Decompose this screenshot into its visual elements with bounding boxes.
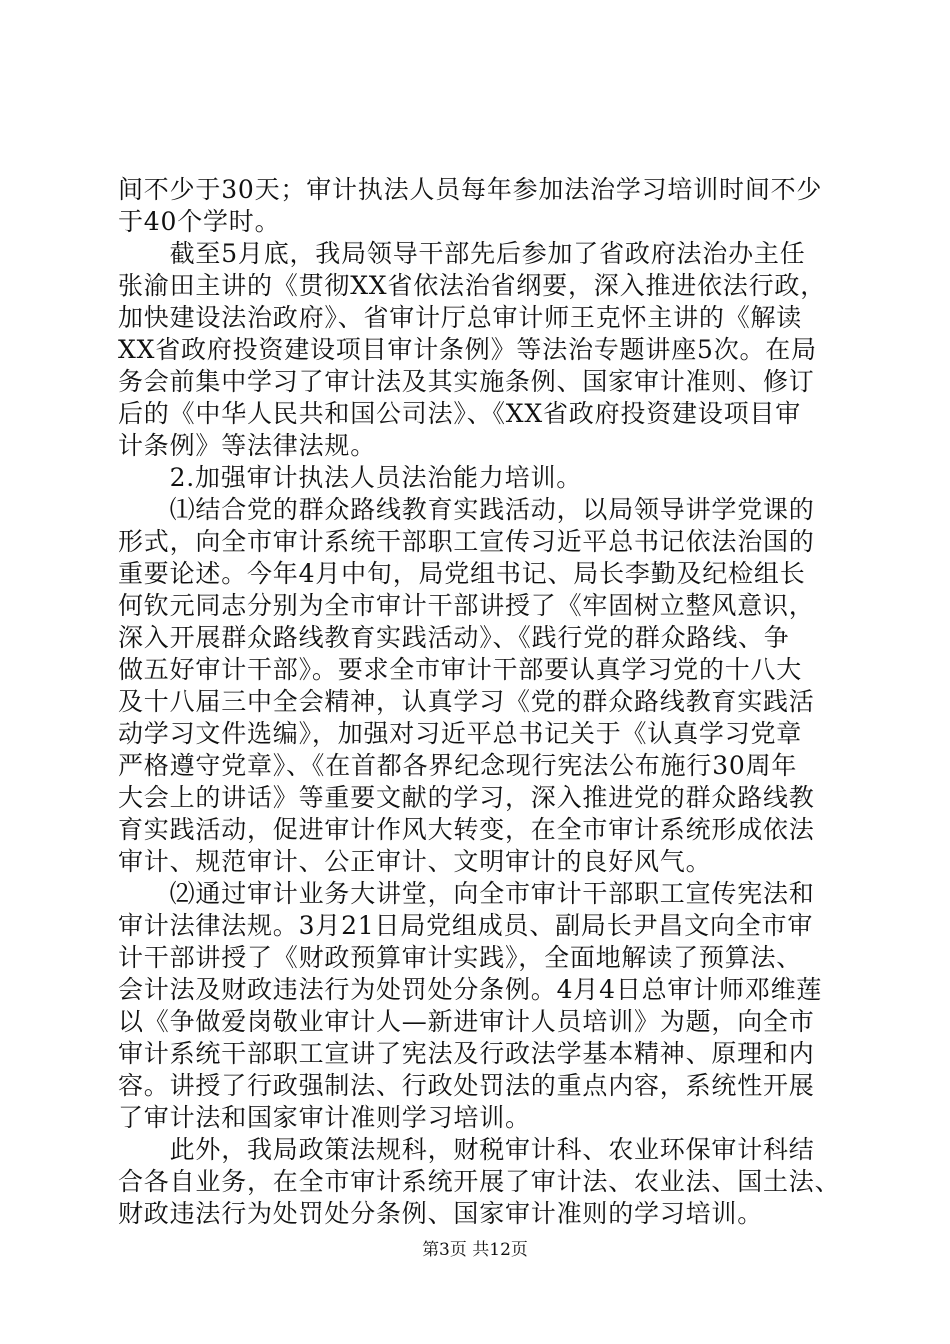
text-line: 审计系统干部职工宣讲了宪法及行政法学基本精神、原理和内 — [118, 1039, 815, 1068]
document-body — [118, 174, 841, 1230]
page-footer — [0, 1239, 950, 1261]
text-line: 重要论述。今年4月中旬，局党组书记、局长李勤及纪检组长 — [118, 559, 806, 588]
text-line: 计干部讲授了《财政预算审计实践》，全面地解读了预算法、 — [118, 943, 803, 972]
text-line: 此外，我局政策法规科，财税审计科、农业环保审计科结 — [118, 1135, 815, 1164]
text-line: 加快建设法治政府》、省审计厅总审计师王克怀主讲的《解读 — [118, 303, 803, 332]
text-line: ⑴结合党的群众路线教育实践活动，以局领导讲学党课的 — [118, 495, 815, 524]
text-line: 严格遵守党章》、《在首都各界纪念现行宪法公布施行30周年 — [118, 751, 798, 780]
text-line: 深入开展群众路线教育实践活动》、《践行党的群众路线、争 — [118, 623, 790, 652]
text-line: 间不少于30天；审计执法人员每年参加法治学习培训时间不少 — [118, 175, 823, 204]
text-line: 财政违法行为处罚处分条例、国家审计准则的学习培训。 — [118, 1199, 764, 1228]
text-line: 审计、规范审计、公正审计、文明审计的良好风气。 — [118, 847, 712, 876]
text-line: 务会前集中学习了审计法及其实施条例、国家审计准则、修订 — [118, 367, 815, 396]
page-number-label: 第3页 共12页 — [422, 1240, 528, 1260]
text-line: 动学习文件选编》，加强对习近平总书记关于《认真学习党章 — [118, 719, 803, 748]
text-line: ⑵通过审计业务大讲堂，向全市审计干部职工宣传宪法和 — [118, 879, 815, 908]
text-line: 形式，向全市审计系统干部职工宣传习近平总书记依法治国的 — [118, 527, 815, 556]
text-line: XX省政府投资建设项目审计条例》等法治专题讲座5次。在局 — [118, 335, 817, 364]
text-line: 了审计法和国家审计准则学习培训。 — [118, 1103, 531, 1132]
text-line: 截至5月底，我局领导干部先后参加了省政府法治办主任 — [118, 239, 806, 268]
text-line: 会计法及财政违法行为处罚处分条例。4月4日总审计师邓维莲 — [118, 975, 823, 1004]
text-line: 计条例》等法律法规。 — [118, 431, 377, 460]
text-line: 张渝田主讲的《贯彻XX省依法治省纲要，深入推进依法行政， — [118, 271, 826, 300]
text-line: 以《争做爱岗敬业审计人—新进审计人员培训》为题，向全市 — [118, 1007, 815, 1036]
text-line: 审计法律法规。3月21日局党组成员、副局长尹昌文向全市审 — [118, 911, 814, 940]
text-line: 于40个学时。 — [118, 207, 281, 236]
text-line: 合各自业务，在全市审计系统开展了审计法、农业法、国土法、 — [118, 1167, 841, 1196]
text-line: 做五好审计干部》。要求全市审计干部要认真学习党的十八大 — [118, 655, 803, 684]
text-line: 后的《中华人民共和国公司法》、《XX省政府投资建设项目审 — [118, 399, 801, 428]
text-line: 及十八届三中全会精神，认真学习《党的群众路线教育实践活 — [118, 687, 815, 716]
text-line: 何钦元同志分别为全市审计干部讲授了《牢固树立整风意识， — [118, 591, 815, 620]
text-line: 育实践活动，促进审计作风大转变，在全市审计系统形成依法 — [118, 815, 815, 844]
text-line: 2.加强审计执法人员法治能力培训。 — [118, 463, 583, 492]
text-line: 大会上的讲话》等重要文献的学习，深入推进党的群众路线教 — [118, 783, 815, 812]
text-line: 容。讲授了行政强制法、行政处罚法的重点内容，系统性开展 — [118, 1071, 815, 1100]
